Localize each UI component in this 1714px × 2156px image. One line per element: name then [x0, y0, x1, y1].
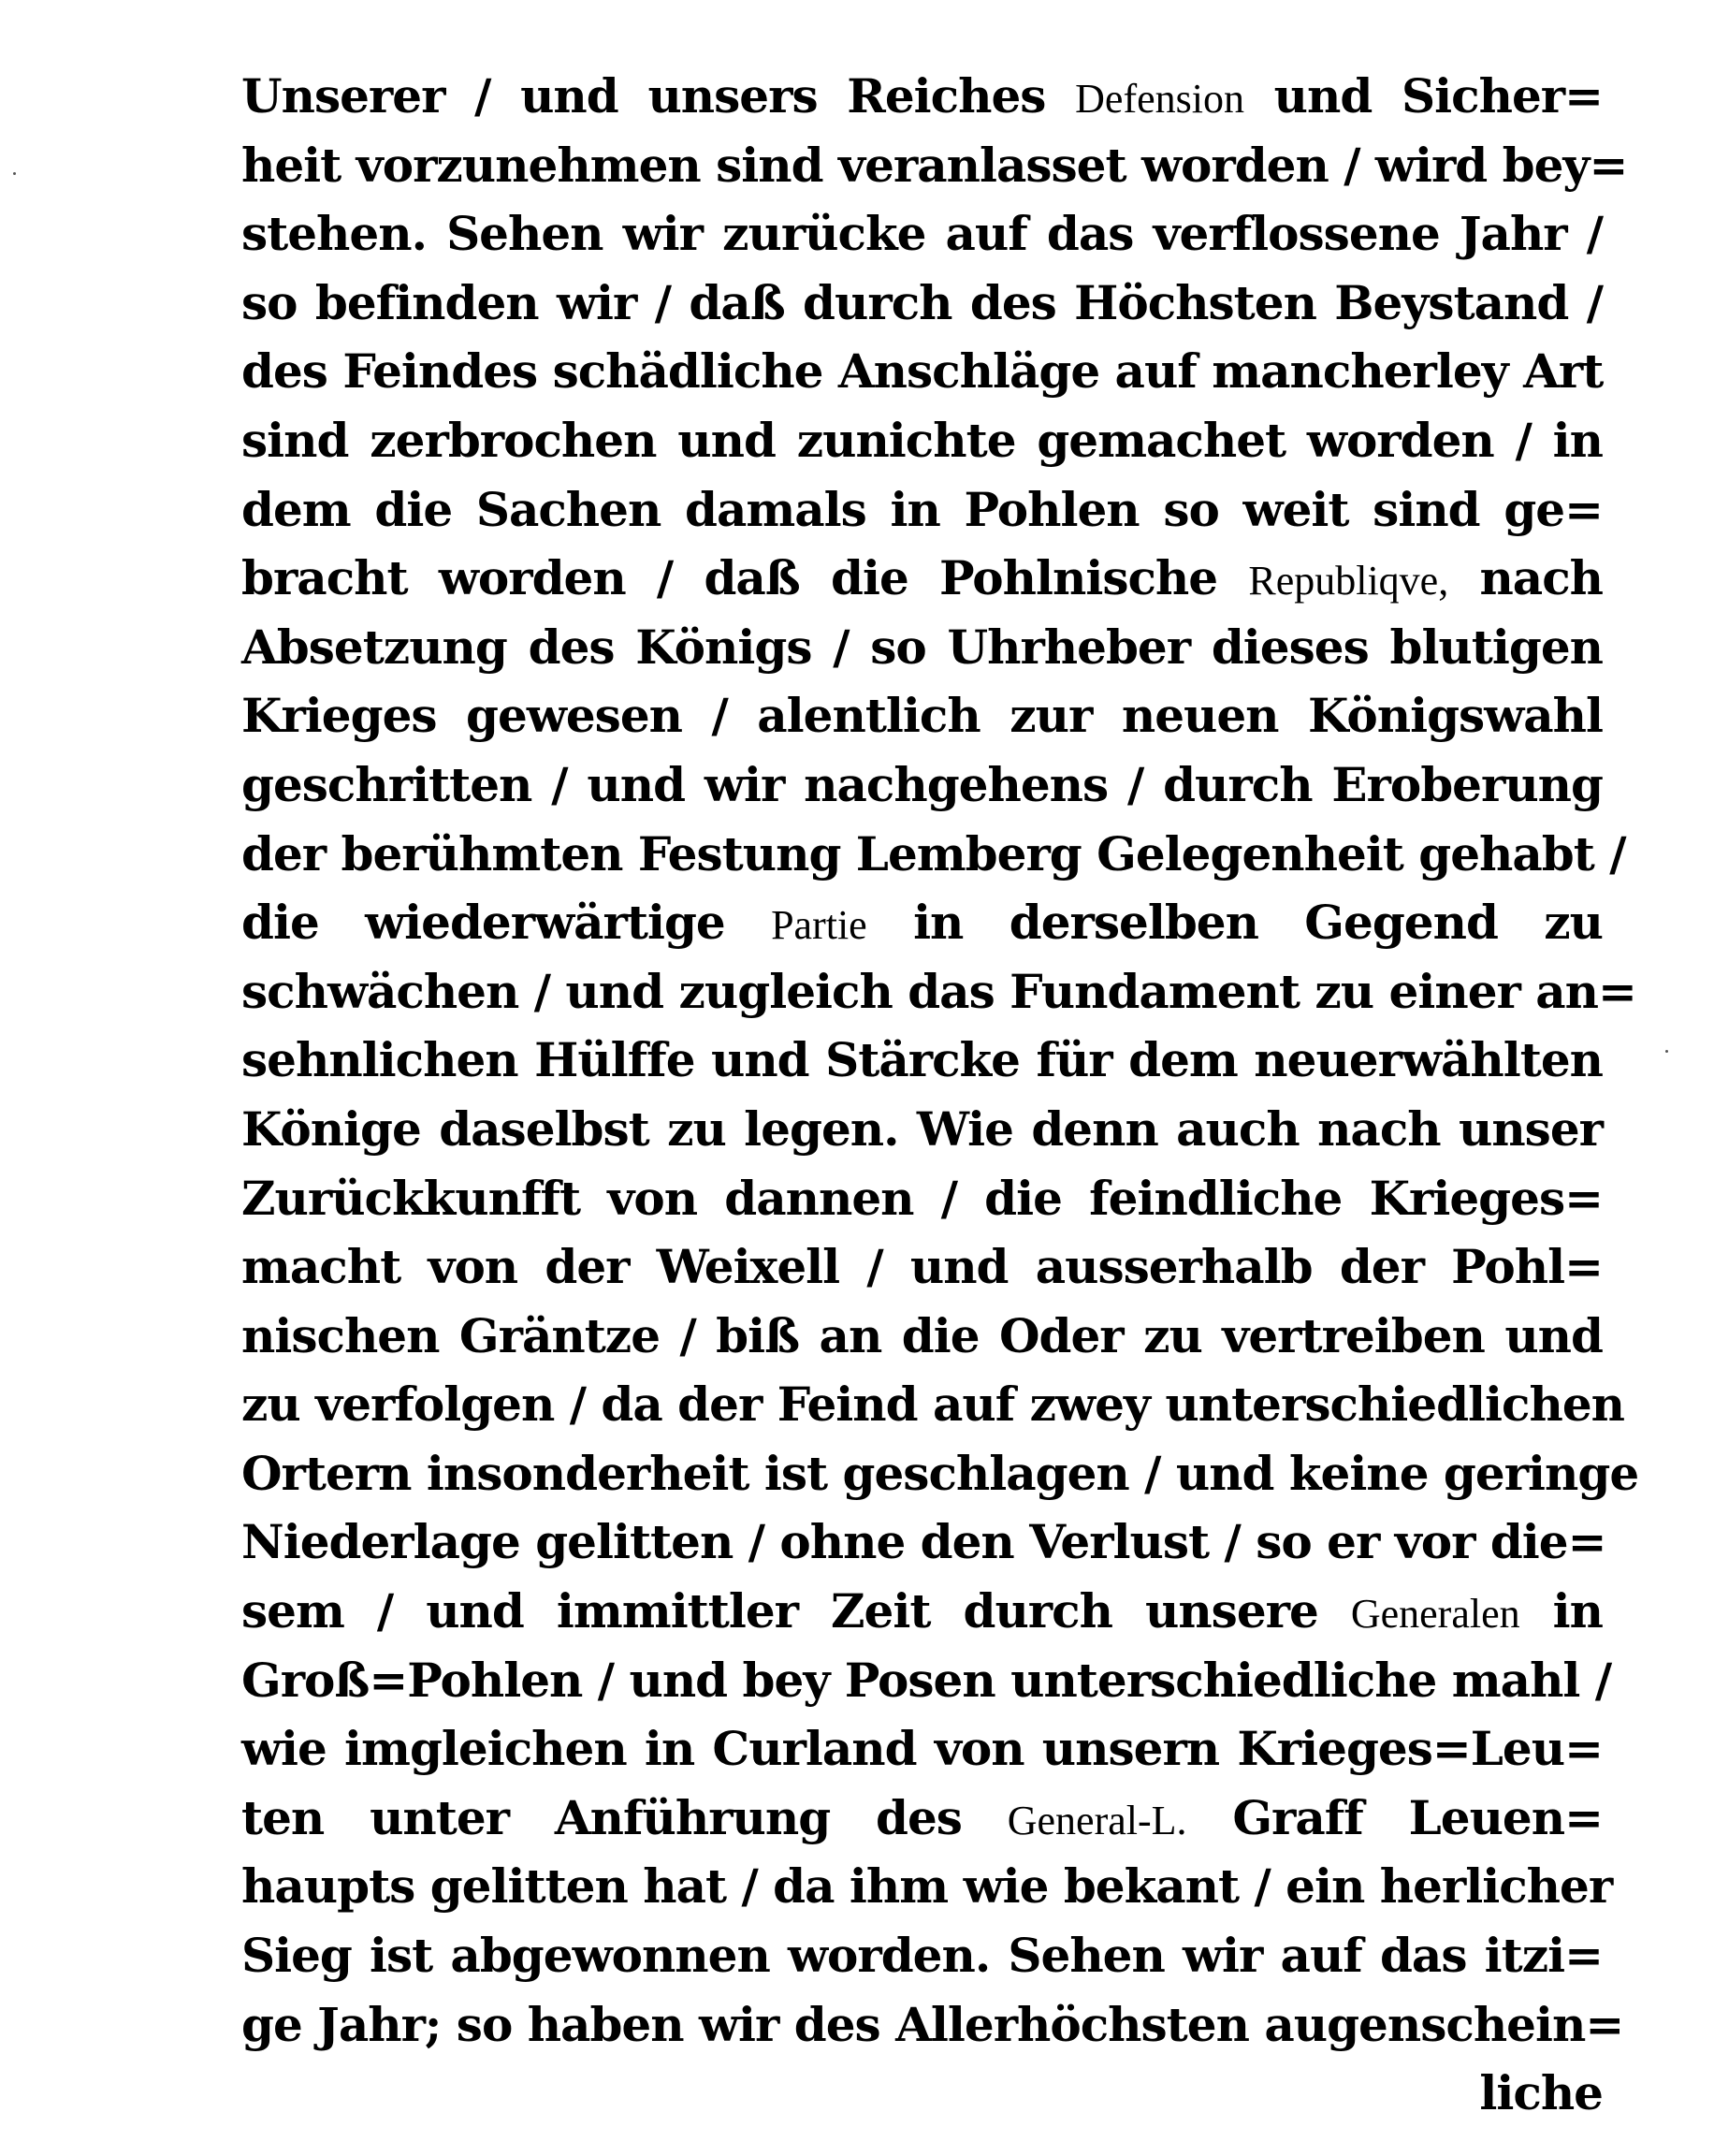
text-line	[241, 1232, 1603, 1302]
text-segment: sehnlichen Hülffe und Stärcke für dem neuerwählten	[241, 1032, 1603, 1088]
text-line	[241, 62, 1603, 131]
text-segment: Niederlage gelitten / ohne den Verlust / so er vor die=	[241, 1514, 1606, 1570]
text-segment: stehen. Sehen wir zurücke auf das verflossene Jahr /	[241, 206, 1603, 262]
text-segment: in	[1519, 1583, 1603, 1639]
text-segment: Ortern insonderheit ist geschlagen / und keine geringe	[241, 1445, 1639, 1501]
text-line	[241, 131, 1628, 200]
text-segment: Absetzung des Königs / so Uhrheber dieses blutigen	[241, 619, 1603, 675]
text-line	[241, 1439, 1639, 1508]
text-segment: Könige daselbst zu legen. Wie denn auch nach unser	[241, 1100, 1603, 1157]
text-segment: des Feindes schädliche Anschläge auf mancherley Art	[241, 343, 1604, 400]
text-segment: in derselben Gegend zu	[866, 895, 1603, 951]
antiqua-word: Generalen	[1350, 1591, 1520, 1638]
text-line	[241, 1921, 1603, 1990]
text-line	[241, 1302, 1603, 1371]
text-line	[241, 1646, 1612, 1715]
text-segment: der berühmten Festung Lemberg Gelegenheit gehabt /	[241, 825, 1626, 881]
text-segment: sind zerbrochen und zunichte gemachet worden / in	[241, 412, 1603, 468]
text-line	[241, 1095, 1603, 1164]
text-line	[241, 1577, 1603, 1646]
text-segment: schwächen / und zugleich das Fundament zu einer an=	[241, 963, 1636, 1019]
text-segment: Zurückkunfft von dannen / die feindliche Krieges=	[241, 1170, 1603, 1226]
text-line	[241, 269, 1603, 338]
text-line	[241, 1784, 1603, 1853]
text-segment: heit vorzunehmen sind veranlasset worden / wird bey=	[241, 137, 1628, 193]
text-segment: nach	[1448, 550, 1603, 606]
text-line	[241, 1508, 1606, 1577]
text-line	[241, 199, 1603, 269]
text-segment: zu verfolgen / da der Feind auf zwey unterschiedlichen	[241, 1377, 1624, 1433]
antiqua-word: Defension	[1075, 76, 1244, 122]
text-segment: Sieg ist abgewonnen worden. Sehen wir auf das itzi=	[241, 1928, 1603, 1984]
text-segment: und Sicher=	[1243, 68, 1604, 124]
text-segment: nischen Gräntze / biß an die Oder zu vertreiben und	[241, 1307, 1603, 1363]
text-line	[241, 544, 1603, 613]
text-line	[241, 475, 1603, 545]
text-line	[241, 1852, 1613, 1921]
text-line	[241, 1990, 1624, 2060]
text-segment: ten unter Anführung des	[241, 1789, 1008, 1845]
text-segment: Graff Leuen=	[1186, 1789, 1603, 1845]
text-segment: Krieges gewesen / alentlich zur neuen Königswahl	[241, 688, 1603, 744]
text-line	[241, 1164, 1603, 1233]
text-segment: wie imgleichen in Curland von unsern Krieges=Leu=	[241, 1721, 1603, 1777]
text-line	[241, 750, 1603, 820]
antiqua-word: Partie	[771, 902, 867, 949]
document-page-text	[241, 62, 1639, 2128]
text-line	[241, 888, 1603, 957]
text-line	[241, 337, 1603, 406]
antiqua-word: General-L.	[1007, 1797, 1187, 1843]
scan-speck	[13, 172, 16, 175]
text-line	[241, 820, 1626, 889]
text-segment: macht von der Weixell / und ausserhalb der Pohl=	[241, 1239, 1603, 1295]
text-line	[241, 1026, 1603, 1095]
text-segment: sem / und immittler Zeit durch unsere	[241, 1583, 1351, 1639]
text-segment: die wiederwärtige	[241, 895, 772, 951]
text-segment: haupts gelitten hat / da ihm wie bekant / ein herlicher	[241, 1858, 1613, 1915]
scan-speck	[1665, 1050, 1668, 1053]
antiqua-word: Republiqve,	[1248, 558, 1449, 605]
text-segment: so befinden wir / daß durch des Höchsten Beystand /	[241, 274, 1603, 330]
text-line	[241, 957, 1636, 1027]
text-segment: Groß=Pohlen / und bey Posen unterschiedliche mahl /	[241, 1652, 1612, 1708]
text-line	[241, 1370, 1624, 1439]
text-segment: geschritten / und wir nachgehens / durch Eroberung	[241, 756, 1603, 812]
text-segment: bracht worden / daß die Pohlnische	[241, 550, 1249, 606]
catchword: liche	[1479, 2065, 1603, 2121]
text-line	[241, 613, 1603, 682]
text-line	[241, 681, 1603, 750]
text-segment: ge Jahr; so haben wir des Allerhöchsten augenschein=	[241, 1996, 1624, 2052]
text-segment: dem die Sachen damals in Pohlen so weit sind ge=	[241, 481, 1603, 537]
text-line	[241, 1714, 1603, 1784]
text-line	[241, 406, 1603, 475]
text-segment: Unserer / und unsers Reiches	[241, 68, 1076, 124]
